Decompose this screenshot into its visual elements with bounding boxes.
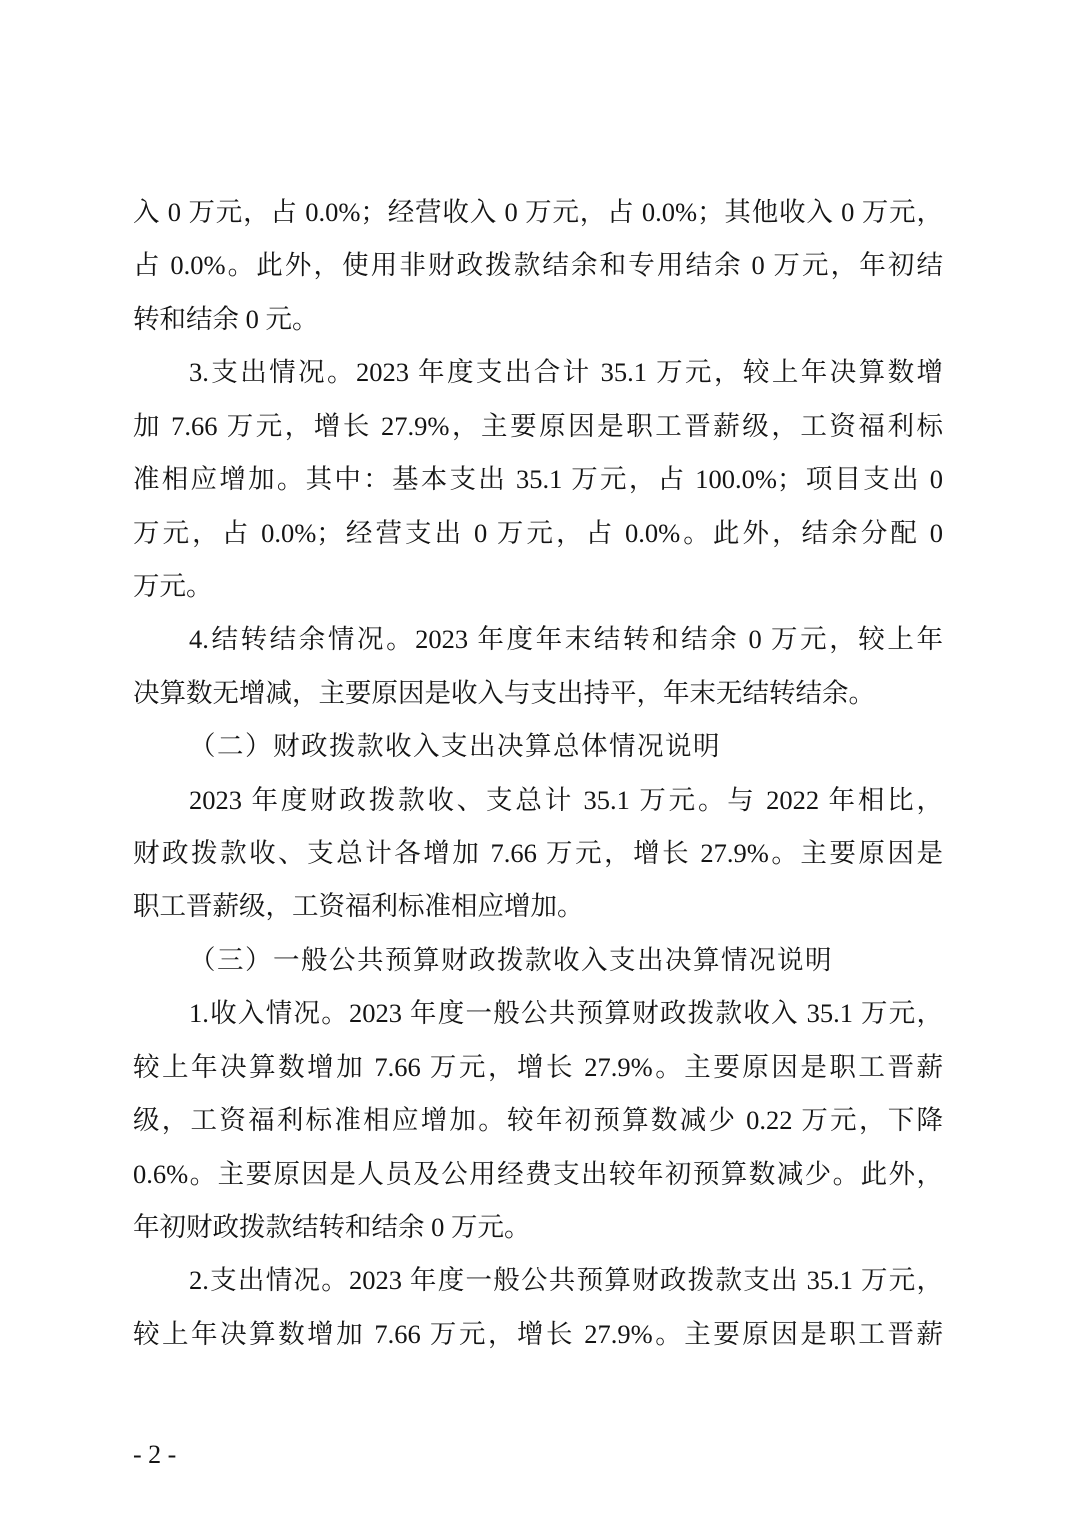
body-line: 职工晋薪级，工资福利标准相应增加。	[133, 891, 584, 922]
paragraph-carryover	[133, 613, 943, 720]
body-line: 0.6%。主要原因是人员及公用经费支出较年初预算数减少。此外，	[133, 1158, 943, 1189]
section-heading: （三）一般公共预算财政拨款收入支出决算情况说明	[189, 944, 833, 975]
body-line: 财政拨款收、支总计各增加 7.66 万元，增长 27.9%。主要原因是	[133, 838, 943, 869]
section-heading-2	[133, 720, 943, 773]
document-body	[133, 186, 943, 1361]
body-line: 加 7.66 万元，增长 27.9%，主要原因是职工晋薪级，工资福利标	[133, 410, 943, 441]
body-line: 万元。	[133, 570, 213, 601]
body-line: 较上年决算数增加 7.66 万元，增长 27.9%。主要原因是职工晋薪	[133, 1318, 943, 1349]
body-line: 3.支出情况。2023 年度支出合计 35.1 万元，较上年决算数增	[189, 357, 943, 388]
body-line: 转和结余 0 元。	[133, 303, 319, 334]
body-line: 2.支出情况。2023 年度一般公共预算财政拨款支出 35.1 万元，	[189, 1265, 943, 1296]
paragraph-income	[133, 987, 943, 1254]
body-line: 4.结转结余情况。2023 年度年末结转和结余 0 万元，较上年	[189, 624, 943, 655]
paragraph-continued	[133, 186, 943, 346]
body-line: 万元，占 0.0%；经营支出 0 万元，占 0.0%。此外，结余分配 0	[133, 517, 943, 548]
body-line: 准相应增加。其中：基本支出 35.1 万元，占 100.0%；项目支出 0	[133, 464, 943, 495]
body-line: 级，工资福利标准相应增加。较年初预算数减少 0.22 万元，下降	[133, 1105, 943, 1136]
body-line: 入 0 万元，占 0.0%；经营收入 0 万元，占 0.0%；其他收入 0 万元，	[133, 197, 943, 227]
paragraph-general-expenditure	[133, 1254, 943, 1361]
page-number: - 2 -	[133, 1440, 177, 1469]
paragraph-fiscal-total	[133, 774, 943, 934]
section-heading: （二）财政拨款收入支出决算总体情况说明	[189, 731, 721, 762]
body-line: 较上年决算数增加 7.66 万元，增长 27.9%。主要原因是职工晋薪	[133, 1051, 943, 1082]
paragraph-expenditure	[133, 346, 943, 613]
body-line: 年初财政拨款结转和结余 0 万元。	[133, 1212, 531, 1243]
body-line: 2023 年度财政拨款收、支总计 35.1 万元。与 2022 年相比，	[189, 784, 943, 815]
body-line: 决算数无增减，主要原因是收入与支出持平，年末无结转结余。	[133, 677, 875, 708]
section-heading-3	[133, 934, 943, 987]
body-line: 占 0.0%。此外，使用非财政拨款结余和专用结余 0 万元，年初结	[133, 250, 943, 281]
body-line: 1.收入情况。2023 年度一般公共预算财政拨款收入 35.1 万元，	[189, 998, 943, 1029]
